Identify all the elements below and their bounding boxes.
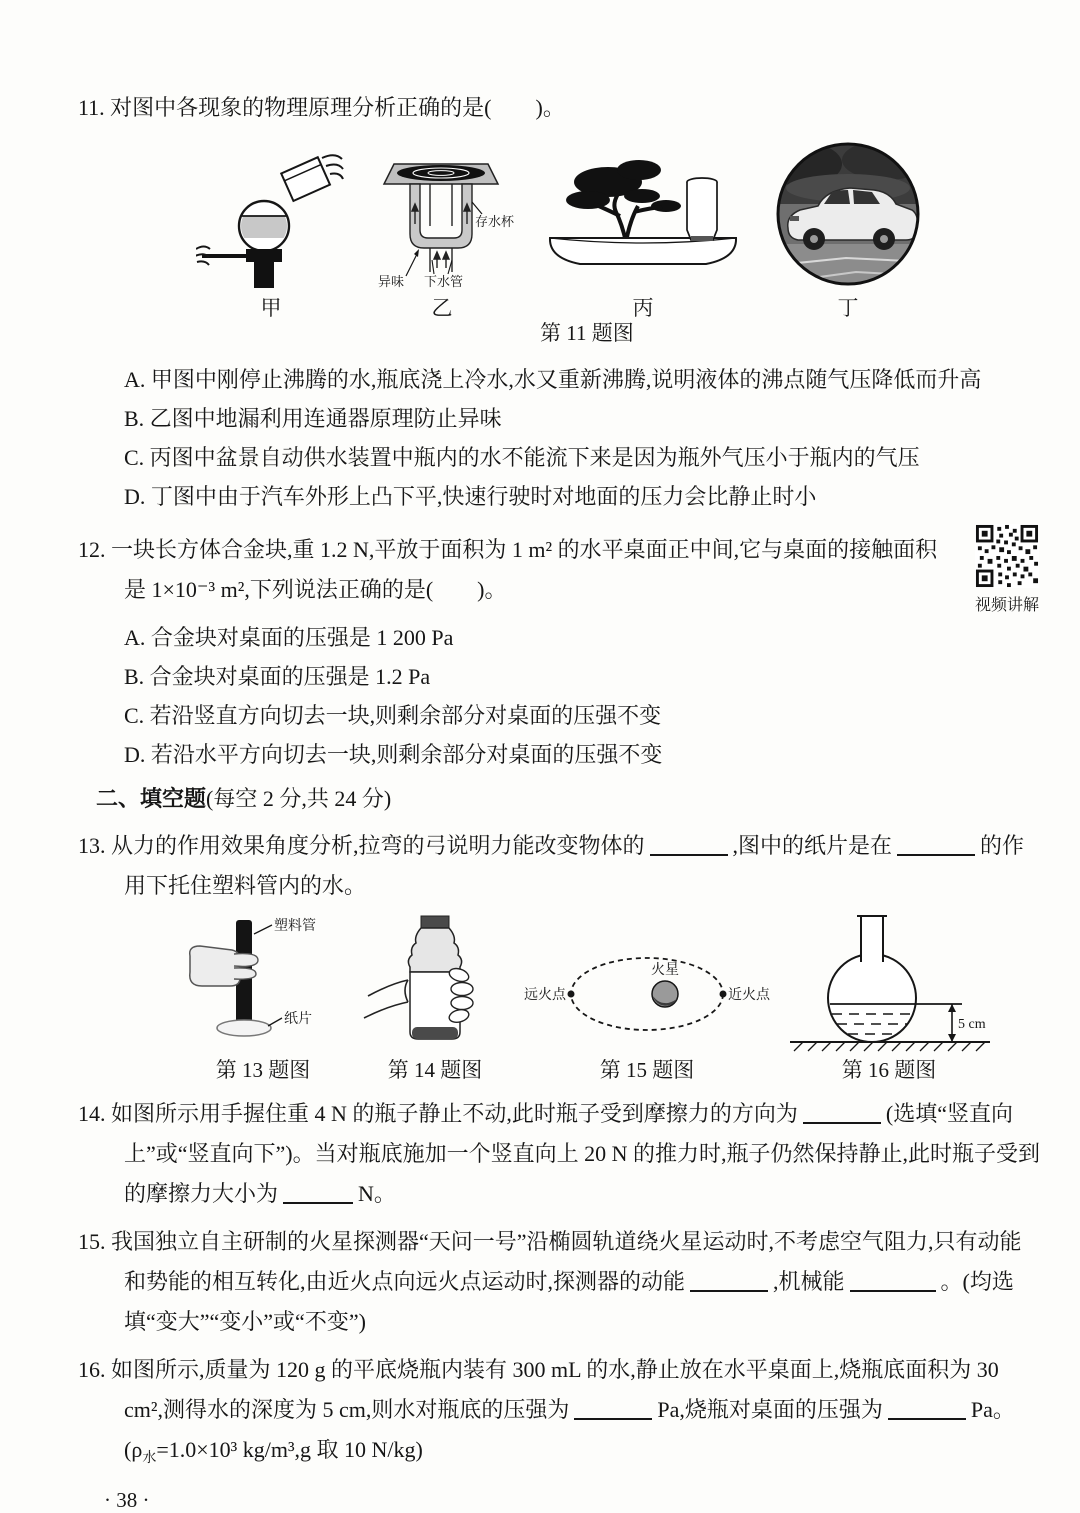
q11-options (124, 360, 1042, 516)
q15-blank-2 (850, 1277, 936, 1292)
q14-stem (78, 1094, 1042, 1214)
near-point-label: 近火点 (728, 988, 770, 1003)
q13-seg2: ,图中的纸片是在 (732, 833, 893, 858)
section2-title: 二、填空题 (96, 786, 207, 811)
figure-yi-floor-drain (366, 160, 518, 320)
section2-score-note: (每空 2 分,共 24 分) (206, 786, 392, 811)
qr-block (966, 524, 1048, 616)
figure-ding-car-photo (768, 140, 928, 320)
figure-label-jia: 甲 (260, 296, 282, 320)
q15-seg3: 。(均选填“变大”“变小”或“不变”) (124, 1269, 1014, 1334)
q16-seg2: Pa,烧瓶对桌面的压强为 (657, 1397, 883, 1422)
figure-label-bing: 丙 (632, 296, 654, 320)
q14-blank-2 (283, 1189, 353, 1204)
qr-code (975, 524, 1039, 588)
q16-block (78, 1350, 1042, 1479)
q16-stem (78, 1350, 1042, 1430)
q12-stem: 12. 一块长方体合金块,重 1.2 N,平放于面积为 1 m² 的水平桌面正中间,它与桌面的接触面积是 1×10⁻³ m²,下列说法正确的是( )。 (78, 537, 938, 602)
q13-stem (78, 826, 1042, 906)
figure-label-yi: 乙 (431, 296, 453, 320)
q16-formula-prefix: (ρ (124, 1437, 143, 1462)
figure-bing-bonsai (538, 150, 748, 320)
q11-option-c: C. 丙图中盆景自动供水装置中瓶内的水不能流下来是因为瓶外气压小于瓶内的气压 (124, 445, 920, 470)
q15-blank-1 (690, 1277, 768, 1292)
bonsai-watering-illustration (538, 150, 748, 290)
q16-seg1: 16. 如图所示,质量为 120 g 的平底烧瓶内装有 300 mL 的水,静止放在水平桌面上,烧瓶底面积为 30 cm²,测得水的深度为 5 cm,则水对瓶底的压强为 (78, 1357, 999, 1422)
figure-16-flask-water (784, 912, 994, 1082)
flask-pouring-illustration (196, 150, 346, 290)
q12-option-b: B. 合金块对桌面的压强是 1.2 Pa (124, 664, 431, 689)
mars-label: 火星 (651, 963, 679, 978)
paper-label: 纸片 (284, 1012, 312, 1027)
tube-paper-illustration (178, 912, 348, 1052)
q14-seg2: (选填“竖直向上”或“竖直向下”)。当对瓶底施加一个竖直向上 20 N 的推力时,瓶子仍然保持静止,此时瓶子受到的摩擦力大小为 (124, 1101, 1041, 1206)
q15-stem (78, 1222, 1042, 1342)
qr-video-label: 视频讲解 (974, 597, 1039, 614)
q15-seg2: ,机械能 (773, 1269, 845, 1294)
q16-blank-2 (888, 1405, 966, 1420)
page-number: · 38 · (104, 1488, 150, 1512)
figure-13-tube-paper (178, 912, 348, 1082)
flask-water-illustration (784, 912, 994, 1052)
q11-option-a: A. 甲图中刚停止沸腾的水,瓶底浇上冷水,水又重新沸腾,说明液体的沸点随气压降低而升高 (124, 367, 982, 392)
q12-block (78, 530, 1042, 774)
figure-16-caption: 第 16 题图 (841, 1058, 937, 1082)
q11-stem: 11. 对图中各现象的物理原理分析正确的是( )。 (78, 95, 565, 120)
q15-seg1: 15. 我国独立自主研制的火星探测器“天问一号”沿椭圆轨道绕火星运动时,不考虑空气阻力,只有动能和势能的相互转化,由近火点向远火点运动时,探测器的动能 (78, 1229, 1022, 1294)
figure-13-caption: 第 13 题图 (215, 1058, 311, 1082)
depth-label: 5 cm (958, 1017, 986, 1032)
q14-seg1: 14. 如图所示用手握住重 4 N 的瓶子静止不动,此时瓶子受到摩擦力的方向为 (78, 1101, 798, 1126)
q13-blank-1 (650, 841, 728, 856)
drain-cup-label: 存水杯 (475, 214, 515, 229)
q12-option-a: A. 合金块对桌面的压强是 1 200 Pa (124, 625, 454, 650)
floor-drain-illustration (366, 160, 518, 290)
far-point-label: 远火点 (524, 988, 566, 1003)
q16-formula-rest: =1.0×10³ kg/m³,g 取 10 N/kg) (156, 1437, 423, 1462)
car-photo-illustration (768, 140, 928, 290)
q11-option-b: B. 乙图中地漏利用连通器原理防止异味 (124, 406, 502, 431)
q11-figure-caption: 第 11 题图 (540, 321, 634, 345)
drain-pipe-label: 下水管 (424, 274, 464, 289)
mars-orbit-illustration (522, 932, 772, 1052)
q11-figure-row (196, 140, 1042, 320)
figure-14-caption: 第 14 题图 (387, 1058, 483, 1082)
q14-seg3: N。 (358, 1181, 396, 1206)
figure-jia-flask-pouring (196, 150, 346, 320)
q16-formula-subscript: 水 (142, 1451, 157, 1466)
bottle-hand-illustration (360, 912, 510, 1052)
figure-label-ding: 丁 (837, 296, 859, 320)
q13-blank-2 (897, 841, 975, 856)
q14-blank-1 (803, 1109, 881, 1124)
figure-15-caption: 第 15 题图 (599, 1058, 695, 1082)
figure-15-mars-orbit (522, 932, 772, 1082)
q13-seg1: 13. 从力的作用效果角度分析,拉弯的弓说明力能改变物体的 (78, 833, 645, 858)
q16-blank-1 (574, 1405, 652, 1420)
q12-option-d: D. 若沿水平方向切去一块,则剩余部分对桌面的压强不变 (124, 742, 663, 767)
q11-option-d: D. 丁图中由于汽车外形上凸下平,快速行驶时对地面的压力会比静止时小 (124, 484, 817, 509)
q12-option-c: C. 若沿竖直方向切去一块,则剩余部分对桌面的压强不变 (124, 703, 662, 728)
q16-seg3: Pa。 (970, 1397, 1015, 1422)
q13-seg3: 的作用下托住塑料管内的水。 (124, 833, 1025, 898)
drain-odor-label: 异味 (378, 274, 405, 289)
figure-14-bottle-hand (360, 912, 510, 1082)
q12-options (124, 618, 1042, 774)
q16-formula (78, 1430, 1042, 1479)
section2-header (96, 780, 1042, 818)
fillin-figure-row (178, 912, 1042, 1082)
tube-label: 塑料管 (274, 919, 316, 934)
